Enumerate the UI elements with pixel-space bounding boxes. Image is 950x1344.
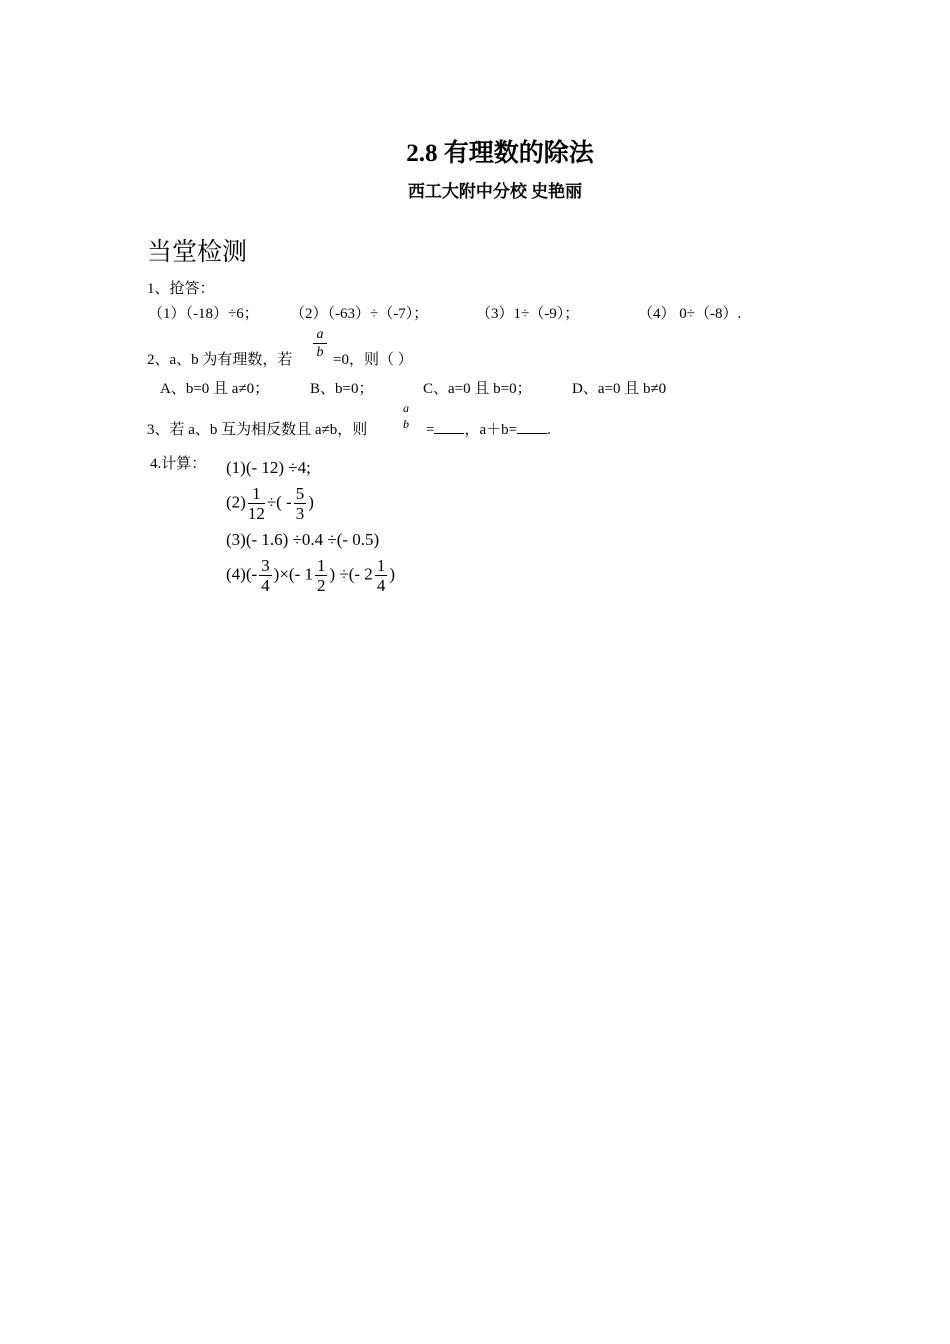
- q2-suffix: =0，则（ ）: [333, 352, 413, 368]
- q4-line2-frac-2: $\frac{5}{3}$: [295, 484, 305, 523]
- q1-item-2: （2）（-63）÷（-7）；: [290, 306, 429, 322]
- q4-label: 4.计算：: [150, 456, 207, 472]
- page-title: 2.8 有理数的除法: [406, 140, 594, 167]
- q3-frac-den: b: [403, 417, 409, 431]
- q3-answer-line: [426, 418, 551, 439]
- q4-line4-frac-3: $\frac{1}{4}$: [376, 556, 386, 595]
- q4-line2-frac-1: $\frac{1}{12}$: [247, 484, 265, 523]
- q1-item-3: （3）1÷（-9）；: [476, 306, 580, 322]
- q1-label: 1、抢答：: [147, 281, 215, 297]
- q4-line-4: [226, 556, 395, 595]
- q2-prefix: 2、a、b 为有理数，若: [147, 352, 293, 368]
- q3-fraction: [400, 400, 412, 432]
- q4-line2-end: ): [308, 492, 314, 512]
- q2-option-b: B、b=0；: [310, 381, 374, 397]
- q4-line4-mid2: ) ÷(- 2: [329, 564, 373, 584]
- q3-end: .: [547, 422, 551, 438]
- q3-frac-num: a: [403, 401, 409, 415]
- q3-blank-2[interactable]: [517, 419, 547, 434]
- q2-frac-num: a: [316, 327, 324, 342]
- q2-option-a: A、b=0 且 a≠0；: [160, 381, 270, 397]
- q4-line4-frac-1: $\frac{3}{4}$: [261, 556, 270, 595]
- author-line: 西工大附中分校 史艳丽: [407, 182, 583, 201]
- q2-frac-den: b: [313, 343, 327, 361]
- q4-line4-prefix: (4)(-: [226, 564, 258, 584]
- q3-prefix: 3、若 a、b 互为相反数且 a≠b，则: [147, 422, 368, 438]
- q4-line2-prefix: (2): [226, 492, 246, 512]
- q3-eq: =: [426, 422, 435, 438]
- q2-fraction: [313, 326, 327, 361]
- q4-line-3: (3)(- 1.6) ÷0.4 ÷(- 0.5): [226, 530, 380, 549]
- q3-blank-1[interactable]: [434, 419, 464, 434]
- q4-line-1: (1)(- 12) ÷4;: [226, 458, 311, 477]
- q4-line4-frac-2: $\frac{1}{2}$: [316, 556, 326, 595]
- q4-line2-mid: ÷( -: [266, 492, 292, 512]
- q3-mid: ，a＋b=: [464, 422, 518, 438]
- q1-item-4: （4） 0÷（-8）.: [638, 306, 742, 322]
- q2-option-d: D、a=0 且 b≠0: [572, 381, 667, 397]
- q4-line4-mid1: )×(- 1: [273, 564, 313, 584]
- q4-line4-end: ): [389, 564, 395, 584]
- section-heading: 当堂检测: [147, 239, 248, 266]
- q2-option-c: C、a=0 且 b=0；: [423, 381, 532, 397]
- q1-item-1: （1）（-18）÷6；: [148, 306, 259, 322]
- q4-line-2: [226, 484, 314, 523]
